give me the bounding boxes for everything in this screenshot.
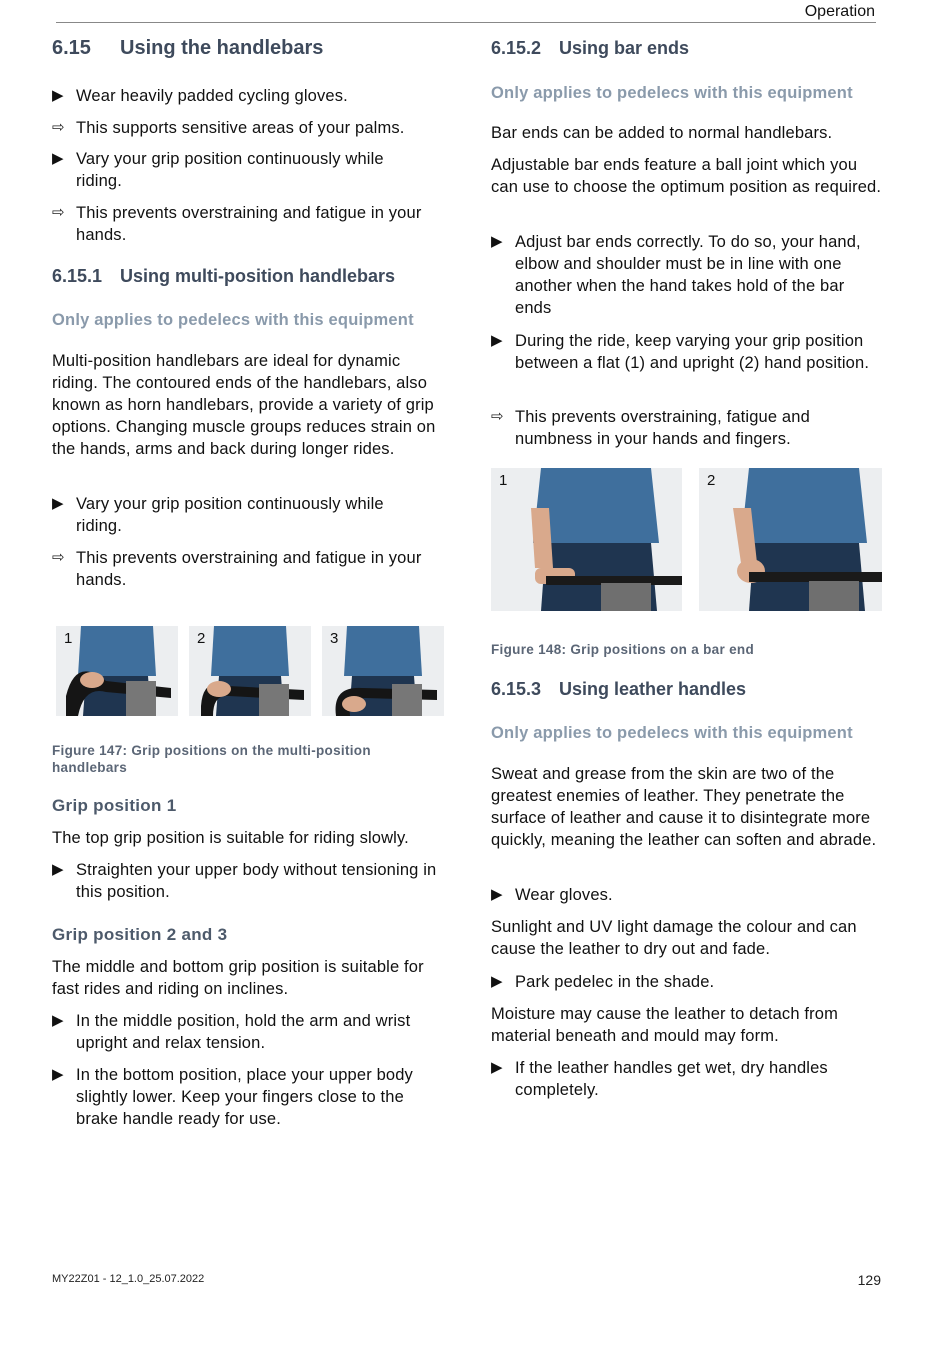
figure-label: 3 [330, 630, 339, 647]
subsection-number: 6.15.1 [52, 266, 103, 286]
page-number: 129 [857, 1272, 881, 1288]
action-arrow-icon: ▶ [52, 1012, 64, 1029]
list-item: ▶ Wear gloves. [491, 886, 613, 904]
list-item: ▶ Vary your grip position continuously while riding. [52, 150, 384, 190]
subsection-title: Using leather handles [559, 679, 747, 699]
list-item: ▶ In the bottom position, place your upper body slightly lower. Keep your fingers close to the brake handle ready for use. [52, 1066, 413, 1128]
result-arrow-icon: ⇨ [52, 204, 65, 221]
grip-photo-icon [56, 626, 178, 716]
figure-148-photo-2 [699, 468, 882, 611]
action-arrow-icon: ▶ [52, 495, 64, 512]
subsection-title: Using multi-position handlebars [120, 266, 396, 286]
list-item: ⇨ This prevents overstraining and fatigue in your hands. [52, 204, 422, 244]
figure-147-photo-2 [189, 626, 311, 716]
paragraph: The top grip position is suitable for riding slowly. [52, 829, 409, 847]
grip-photo-icon [322, 626, 444, 716]
action-arrow-icon: ▶ [52, 1066, 64, 1083]
section-number: 6.15 [52, 37, 91, 59]
list-item: ▶ Wear heavily padded cycling gloves. [52, 87, 348, 105]
subsection-number: 6.15.3 [491, 679, 542, 699]
paragraph: Moisture may cause the leather to detach from material beneath and mould may form. [491, 1005, 838, 1045]
list-item: ⇨ This supports sensitive areas of your palms. [52, 119, 405, 137]
result-arrow-icon: ⇨ [491, 408, 504, 425]
action-arrow-icon: ▶ [491, 332, 503, 349]
result-arrow-icon: ⇨ [52, 549, 65, 566]
figure-147-photo-3 [322, 626, 444, 716]
footer-doc-id: MY22Z01 - 12_1.0_25.07.2022 [52, 1273, 205, 1285]
equipment-note: Only applies to pedelecs with this equipment [52, 311, 414, 329]
bar-end-photo-icon [491, 468, 682, 611]
action-arrow-icon: ▶ [52, 150, 64, 167]
grip-heading: Grip position 2 and 3 [52, 925, 228, 944]
paragraph: Sunlight and UV light damage the colour and can cause the leather to dry out and fade. [491, 918, 857, 958]
figure-148-photo-1 [491, 468, 682, 611]
subsection-heading [491, 679, 883, 700]
equipment-note: Only applies to pedelecs with this equipment [491, 724, 853, 742]
figure-label: 2 [707, 472, 716, 489]
list-item: ▶ Adjust bar ends correctly. To do so, your hand, elbow and shoulder must be in line with one another when the hand takes hold of the bar ends [491, 233, 861, 317]
list-item: ⇨ This prevents overstraining, fatigue and numbness in your hands and fingers. [491, 408, 810, 448]
running-header: Operation [804, 3, 875, 20]
section-title: Using the handlebars [120, 37, 324, 59]
list-item: ▶ Vary your grip position continuously while riding. [52, 495, 384, 535]
action-arrow-icon: ▶ [491, 233, 503, 250]
section-heading [52, 37, 444, 60]
list-item: ▶ In the middle position, hold the arm and wrist upright and relax tension. [52, 1012, 411, 1052]
paragraph: The middle and bottom grip position is suitable for fast rides and riding on inclines. [52, 958, 424, 998]
action-arrow-icon: ▶ [491, 973, 503, 990]
bar-end-photo-icon [699, 468, 882, 611]
list-item: ▶ Straighten your upper body without tensioning in this position. [52, 861, 437, 901]
list-item: ⇨ This prevents overstraining and fatigue in your hands. [52, 549, 422, 589]
figure-147-photo-1 [56, 626, 178, 716]
list-item: ▶ Park pedelec in the shade. [491, 973, 715, 991]
header-rule [56, 22, 876, 23]
paragraph: Sweat and grease from the skin are two of the greatest enemies of leather. They penetrate the surface of leather and cause it to disintegrate more quickly, meaning the leather can soften and abrade. [491, 765, 877, 849]
subsection-heading [52, 266, 444, 287]
action-arrow-icon: ▶ [52, 861, 64, 878]
subsection-number: 6.15.2 [491, 38, 542, 58]
list-item: ▶ If the leather handles get wet, dry handles completely. [491, 1059, 828, 1099]
action-arrow-icon: ▶ [491, 886, 503, 903]
subsection-heading [491, 38, 883, 59]
grip-heading: Grip position 1 [52, 796, 177, 815]
list-item: ▶ During the ride, keep varying your grip position between a flat (1) and upright (2) hand position. [491, 332, 870, 372]
figure-caption: Figure 148: Grip positions on a bar end [491, 642, 754, 657]
figure-label: 2 [197, 630, 206, 647]
action-arrow-icon: ▶ [491, 1059, 503, 1076]
result-arrow-icon: ⇨ [52, 119, 65, 136]
equipment-note: Only applies to pedelecs with this equipment [491, 84, 853, 102]
paragraph: Adjustable bar ends feature a ball joint which you can use to choose the optimum position as required. [491, 156, 882, 196]
figure-label: 1 [499, 472, 508, 489]
subsection-title: Using bar ends [559, 38, 690, 58]
paragraph: Bar ends can be added to normal handlebars. [491, 124, 833, 142]
grip-photo-icon [189, 626, 311, 716]
paragraph: Multi-position handlebars are ideal for dynamic riding. The contoured ends of the handlebars, also known as horn handlebars, provide a variety of grip options. Changing muscle groups reduces strain on the hands, arms and back during longer rides. [52, 352, 436, 458]
action-arrow-icon: ▶ [52, 87, 64, 104]
figure-caption: Figure 147: Grip positions on the multi-position handlebars [52, 743, 371, 775]
figure-label: 1 [64, 630, 73, 647]
